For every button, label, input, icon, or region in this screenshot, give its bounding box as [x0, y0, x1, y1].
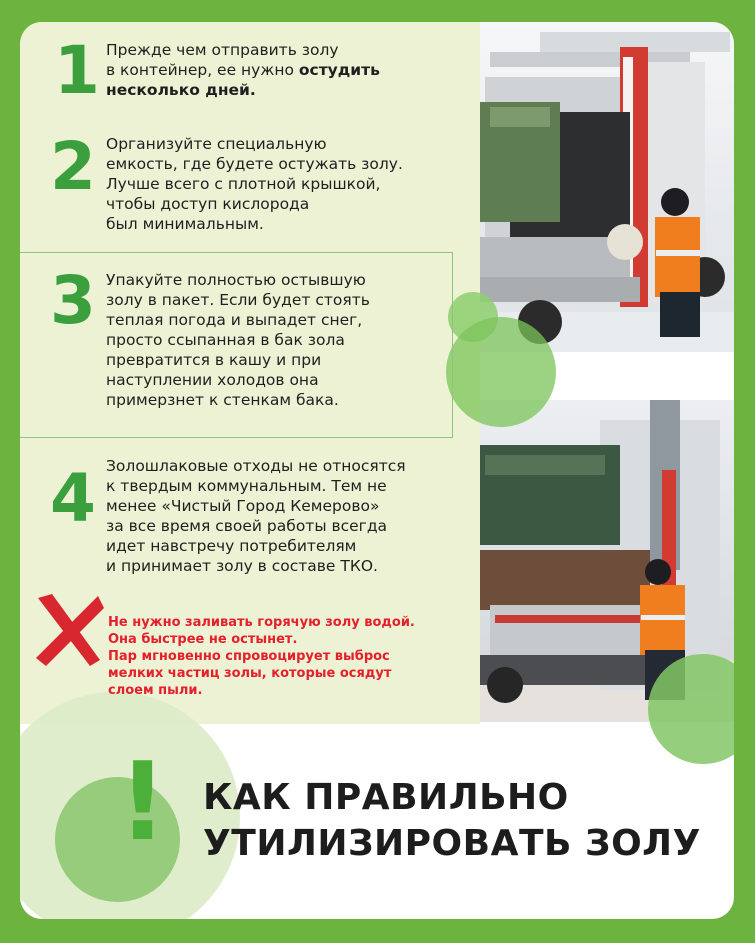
- step-1-text-bold: остудить несколько дней.: [106, 61, 380, 99]
- warning-text: [108, 614, 468, 699]
- headline: [203, 775, 701, 867]
- step-4-number: 4: [50, 460, 96, 537]
- step-1-text: [106, 40, 466, 100]
- warning-line: Пар мгновенно спровоцирует выброс: [108, 649, 390, 664]
- step-2-number: 2: [50, 128, 96, 205]
- deco-circle: [446, 317, 556, 427]
- cross-icon: [32, 590, 106, 670]
- headline-line-1: КАК ПРАВИЛЬНО: [203, 777, 569, 818]
- warning-line: мелких частиц золы, которые осядут: [108, 666, 392, 681]
- headline-line-2: УТИЛИЗИРОВАТЬ ЗОЛУ: [203, 823, 701, 864]
- step-1-text-plain: Прежде чем отправить золу в контейнер, ее нужно: [106, 41, 339, 79]
- infographic-card: [20, 22, 734, 919]
- step-2-text: Организуйте специальную емкость, где будете остужать золу. Лучше всего с плотной крышкой, чтобы доступ кислорода был минимальным.: [106, 135, 403, 233]
- step-3-number: 3: [50, 262, 96, 339]
- warning-line: Не нужно заливать горячую золу водой.: [108, 615, 415, 630]
- exclamation-icon: !: [118, 740, 168, 865]
- warning-line: слоем пыли.: [108, 683, 203, 698]
- step-4-text: Золошлаковые отходы не относятся к твердым коммунальным. Тем не менее «Чистый Город Кемерово» за все время своей работы всегда идет навстречу потребителям и принимает золу в составе ТКО.: [106, 457, 406, 575]
- photo-truck-loading: [480, 22, 734, 352]
- step-3-text: Упакуйте полностью остывшую золу в пакет. Если будет стоять теплая погода и выпадет снег, просто ссыпанная в бак зола превратится в кашу и при наступлении холодов она примерзнет к стенкам бака.: [106, 271, 370, 409]
- warning-line: Она быстрее не остынет.: [108, 632, 298, 647]
- step-1-number: 1: [54, 32, 100, 109]
